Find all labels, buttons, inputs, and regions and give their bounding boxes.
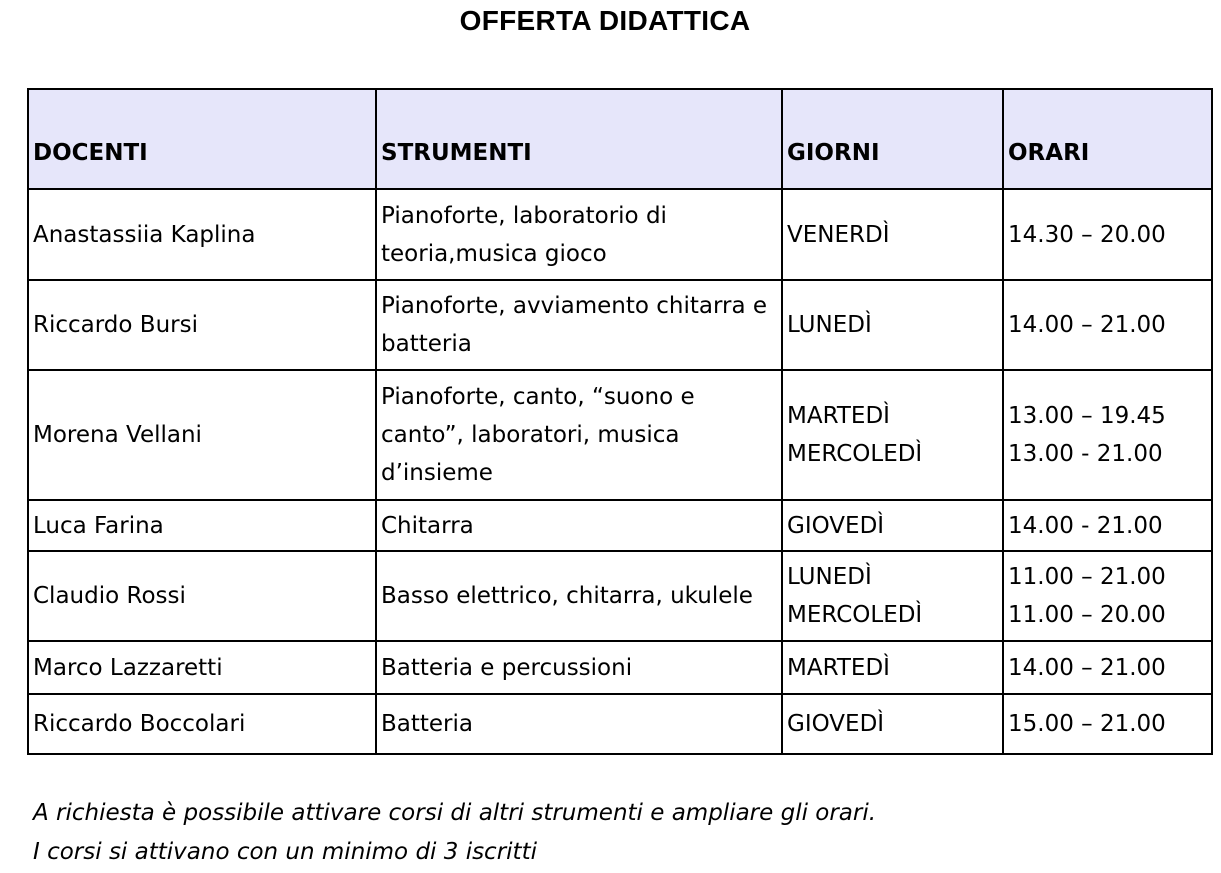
docente-cell: Morena Vellani [28, 370, 376, 500]
giorni-cell [782, 189, 1003, 280]
giorno-text: MARTEDÌ [787, 403, 890, 429]
orario-text: 14.00 – 21.00 [1008, 654, 1166, 681]
header-giorni: GIORNI [782, 89, 1003, 189]
orari-cell [1003, 551, 1212, 641]
docente-cell: Riccardo Boccolari [28, 694, 376, 754]
giorno-text: VENERDÌ [787, 221, 890, 248]
strumenti-cell: Pianoforte, laboratorio di teoria,musica gioco [376, 189, 782, 280]
header-row [28, 89, 1212, 189]
orario-text: 13.00 - 21.00 [1008, 441, 1163, 467]
orari-cell [1003, 280, 1212, 370]
giorni-cell [782, 280, 1003, 370]
strumenti-cell: Basso elettrico, chitarra, ukulele [376, 551, 782, 641]
table-row [28, 641, 1212, 694]
orario-text: 14.00 - 21.00 [1008, 512, 1163, 539]
orario-text: 11.00 – 21.00 [1008, 564, 1166, 590]
giorno-text: LUNEDÌ [787, 564, 872, 590]
strumenti-cell: Batteria e percussioni [376, 641, 782, 694]
orario-text: 14.00 – 21.00 [1008, 312, 1166, 338]
giorno-text: GIOVEDÌ [787, 512, 885, 539]
giorno-text: GIOVEDÌ [787, 711, 885, 737]
docente-cell: Riccardo Bursi [28, 280, 376, 370]
strumenti-cell: Batteria [376, 694, 782, 754]
orario-text: 11.00 – 20.00 [1008, 602, 1166, 628]
table-row [28, 280, 1212, 370]
giorni-cell [782, 641, 1003, 694]
orari-cell [1003, 641, 1212, 694]
footnote-line: A richiesta è possibile attivare corsi di altri strumenti e ampliare gli orari. [33, 800, 877, 826]
docente-cell: Marco Lazzaretti [28, 641, 376, 694]
orario-text: 13.00 – 19.45 [1008, 403, 1166, 429]
docente-cell: Anastassiia Kaplina [28, 189, 376, 280]
table-body [28, 189, 1212, 754]
table-row [28, 370, 1212, 500]
giorni-cell [782, 551, 1003, 641]
docente-cell: Luca Farina [28, 500, 376, 551]
table-row [28, 189, 1212, 280]
course-table [27, 88, 1213, 755]
header-docenti: DOCENTI [28, 89, 376, 189]
header-strumenti: STRUMENTI [376, 89, 782, 189]
giorno-text: MARTEDÌ [787, 654, 890, 681]
docente-cell: Claudio Rossi [28, 551, 376, 641]
strumenti-cell: Pianoforte, canto, “suono e canto”, laboratori, musica d’insieme [376, 370, 782, 500]
table-row [28, 500, 1212, 551]
table-row [28, 694, 1212, 754]
footnotes [33, 794, 876, 872]
giorno-text: MERCOLEDÌ [787, 602, 923, 628]
orari-cell [1003, 500, 1212, 551]
giorni-cell [782, 370, 1003, 500]
orario-text: 14.30 – 20.00 [1008, 221, 1166, 248]
footnote-line: I corsi si attivano con un minimo di 3 iscritti [33, 839, 537, 865]
table-header [28, 89, 1212, 189]
table-row [28, 551, 1212, 641]
strumenti-cell: Pianoforte, avviamento chitarra e batteria [376, 280, 782, 370]
giorni-cell [782, 500, 1003, 551]
orario-text: 15.00 – 21.00 [1008, 711, 1166, 737]
strumenti-cell: Chitarra [376, 500, 782, 551]
giorno-text: MERCOLEDÌ [787, 441, 923, 467]
giorni-cell [782, 694, 1003, 754]
orari-cell [1003, 370, 1212, 500]
giorno-text: LUNEDÌ [787, 312, 872, 338]
page-title: OFFERTA DIDATTICA [459, 5, 751, 36]
orari-cell [1003, 189, 1212, 280]
header-orari: ORARI [1003, 89, 1212, 189]
orari-cell [1003, 694, 1212, 754]
